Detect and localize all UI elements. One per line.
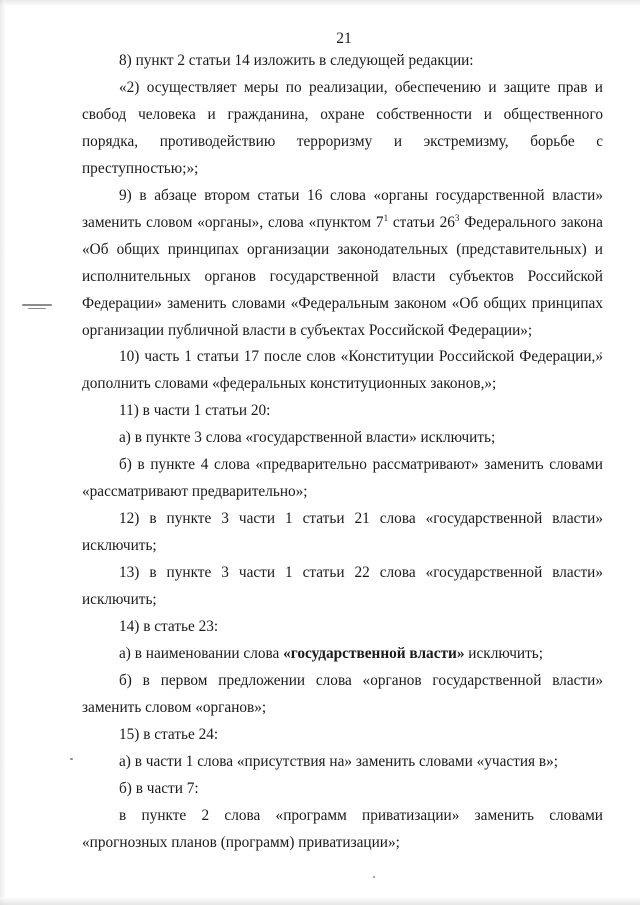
superscript: 3 bbox=[454, 212, 460, 223]
scan-edge-bottom bbox=[0, 897, 640, 905]
scan-speck bbox=[373, 876, 375, 878]
paragraph-item-15a: а) в части 1 слова «присутствия на» заменить словами «участия в»; bbox=[119, 752, 559, 770]
paragraph-item-15b-subitem: в пункте 2 слова «программ приватизации» заменить словами «прогнозных планов (программ) приватизации»; bbox=[82, 806, 603, 851]
paragraph-item-11a: а) в пункте 3 слова «государственной власти» исключить; bbox=[119, 429, 496, 447]
scan-speck bbox=[22, 304, 52, 306]
scan-speck bbox=[28, 308, 46, 309]
bold-text-run: «государственной власти» bbox=[283, 644, 465, 662]
paragraph-item-12: 12) в пункте 3 части 1 статьи 21 слова «государственной власти» исключить; bbox=[82, 510, 603, 555]
paragraph-item-14: 14) в статье 23: bbox=[119, 618, 219, 636]
scan-edge-top bbox=[0, 0, 640, 6]
paragraph-item-11: 11) в части 1 статьи 20: bbox=[119, 402, 271, 420]
paragraph-item-10: 10) часть 1 статьи 17 после слов «Конституции Российской Федерации,» дополнить словами «федеральных конституционных законов,»; bbox=[82, 348, 603, 393]
scan-edge-left bbox=[0, 0, 6, 905]
text-run: 9) в абзаце втором статьи 16 слова «органы государственной власти» заменить словом «органы», слова «пунктом 7 bbox=[82, 186, 603, 231]
paragraph-item-11b: б) в пункте 4 слова «предварительно рассматривают» заменить словами «рассматривают предварительно»; bbox=[82, 456, 603, 501]
paragraph-item-8: 8) пункт 2 статьи 14 изложить в следующей редакции: bbox=[119, 52, 474, 69]
text-run: статьи 26 bbox=[388, 213, 455, 231]
superscript: 1 bbox=[383, 212, 389, 223]
text-run: исключить; bbox=[464, 644, 543, 662]
document-body bbox=[82, 48, 603, 857]
paragraph-item-13: 13) в пункте 3 части 1 статьи 22 слова «государственной власти» исключить; bbox=[82, 564, 603, 609]
paragraph-item-14a bbox=[82, 641, 603, 668]
paragraph-item-14b: б) в первом предложении слова «органов государственной власти» заменить словом «органов»; bbox=[82, 671, 603, 716]
paragraph-item-15: 15) в статье 24: bbox=[119, 725, 219, 743]
text-run: а) в наименовании слова bbox=[119, 644, 284, 662]
text-run: Федерального закона «Об общих принципах организации законодательных (представительных) и исполнительных органов государственной власти субъектов Российской Федерации» заменить словами «Федеральным законом «Об общих принципах организации публичной власти в субъектах Российской Федерации»; bbox=[82, 213, 603, 339]
page-number: 21 bbox=[336, 30, 352, 47]
paragraph-item-15b: б) в части 7: bbox=[119, 779, 199, 797]
paragraph-item-8-text: «2) осуществляет меры по реализации, обеспечению и защите прав и свобод человека и гражданина, охране собственности и общественного порядка, противодействию терроризму и экстремизму, борьбе с преступностью;»; bbox=[82, 78, 603, 177]
scan-speck bbox=[70, 758, 73, 760]
paragraph-item-9 bbox=[82, 183, 603, 345]
